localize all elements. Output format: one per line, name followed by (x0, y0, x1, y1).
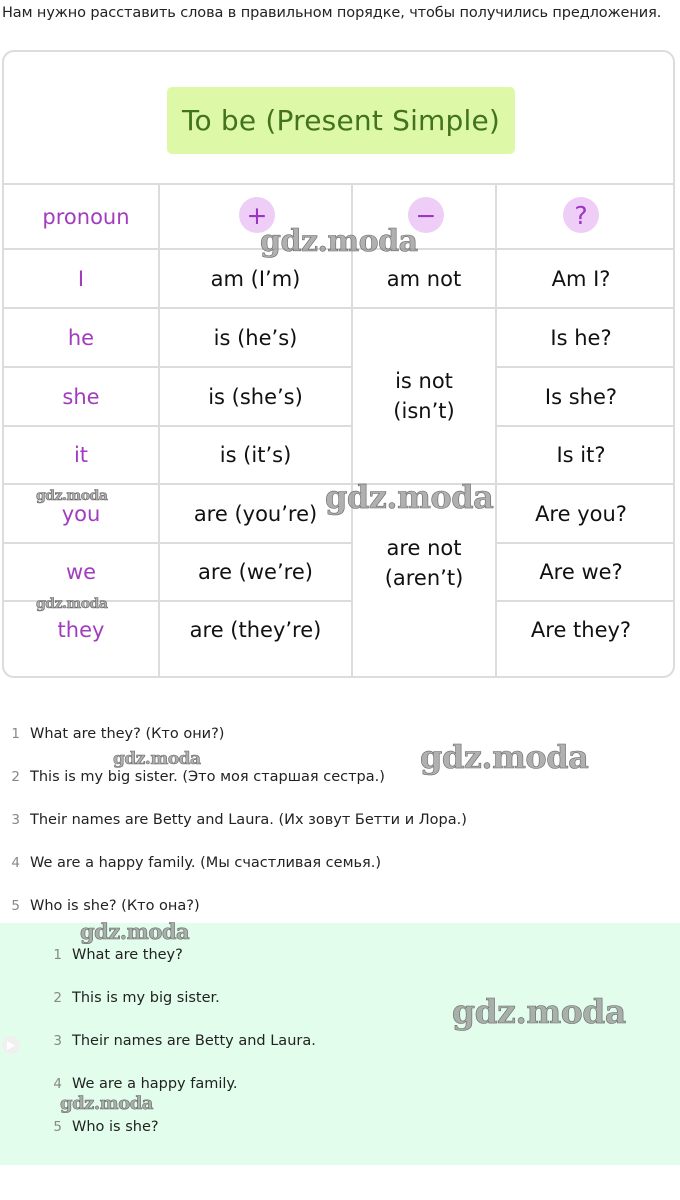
list-text: This is my big sister. (Это моя старшая сестра.) (30, 769, 385, 785)
question-cell: Is he? (550, 325, 612, 350)
question-cell: Am I? (551, 266, 611, 291)
question-cell: Is she? (544, 384, 618, 409)
list-text: Their names are Betty and Laura. (Их зовут Бетти и Лора.) (30, 812, 467, 828)
answer-item (42, 947, 183, 963)
positive-cell: is (it’s) (219, 443, 292, 467)
negative-cell: am not (386, 266, 462, 291)
question-cell: Are they? (530, 618, 632, 642)
list-text: We are a happy family. (Мы счастливая семья.) (30, 855, 382, 871)
list-number: 2 (11, 769, 20, 785)
table-title: To be (Present Simple) (167, 87, 515, 154)
positive-cell: are (you’re) (193, 501, 318, 526)
watermark: gdz.moda (452, 992, 626, 1031)
answer-text: What are they? (72, 947, 183, 963)
question-cell: Are you? (535, 501, 627, 526)
answer-number: 1 (53, 947, 62, 963)
pronoun-cell: she (62, 384, 100, 409)
answer-text: This is my big sister. (72, 990, 220, 1006)
watermark: gdz.moda (80, 919, 190, 944)
instruction-text: Нам нужно расставить слова в правильном порядке, чтобы получились предложения. (2, 5, 662, 21)
question-cell: Are we? (539, 560, 623, 584)
plus-icon: + (239, 197, 275, 233)
positive-cell: is (he’s) (213, 325, 298, 350)
positive-cell: are (we’re) (198, 560, 313, 584)
play-icon[interactable] (2, 1036, 20, 1054)
watermark: gdz.moda (113, 749, 201, 769)
negative-are-line2: (aren’t) (384, 565, 464, 590)
negative-is-line1: is not (395, 369, 453, 393)
answer-item (42, 990, 220, 1006)
answer-item (42, 1076, 238, 1092)
negative-is-line2: (isn’t) (393, 399, 455, 423)
positive-cell: is (she’s) (208, 384, 303, 409)
answer-text: Their names are Betty and Laura. (72, 1033, 316, 1049)
pronoun-cell: it (73, 443, 89, 467)
watermark: gdz.moda (36, 596, 108, 612)
watermark: gdz.moda (36, 488, 108, 504)
grammar-table (2, 50, 675, 678)
answer-text: Who is she? (72, 1119, 159, 1135)
answer-text: We are a happy family. (72, 1076, 238, 1092)
answer-number: 5 (53, 1119, 62, 1135)
pronoun-cell: we (65, 560, 97, 584)
answer-number: 4 (53, 1076, 62, 1092)
watermark: gdz.moda (420, 738, 589, 776)
answer-number: 3 (53, 1033, 62, 1049)
watermark: gdz.moda (325, 478, 494, 516)
negative-cell-is (353, 309, 495, 483)
pronoun-cell: I (77, 266, 85, 291)
pronoun-cell: they (57, 618, 105, 642)
list-item (0, 855, 381, 871)
watermark: gdz.moda (60, 1093, 153, 1114)
question-cell: Is it? (556, 443, 606, 467)
negative-are-line1: are not (386, 535, 462, 560)
positive-cell: are (they’re) (189, 618, 322, 642)
positive-cell: am (I’m) (210, 266, 301, 291)
list-item (0, 769, 385, 785)
header-pronoun: pronoun (42, 204, 130, 229)
pronoun-cell: he (67, 325, 95, 350)
list-item (0, 726, 224, 742)
list-text: Who is she? (Кто она?) (30, 898, 200, 914)
minus-icon: − (408, 197, 444, 233)
list-number: 4 (11, 855, 20, 871)
answer-item (42, 1033, 316, 1049)
list-item (0, 898, 200, 914)
list-number: 1 (11, 726, 20, 742)
list-number: 5 (11, 898, 20, 914)
list-number: 3 (11, 812, 20, 828)
pronoun-cell: you (61, 501, 101, 526)
answer-item (42, 1119, 159, 1135)
list-item (0, 812, 467, 828)
list-text: What are they? (Кто они?) (30, 726, 225, 742)
question-icon: ? (563, 197, 599, 233)
answer-number: 2 (53, 990, 62, 1006)
watermark: gdz.moda (260, 224, 418, 259)
